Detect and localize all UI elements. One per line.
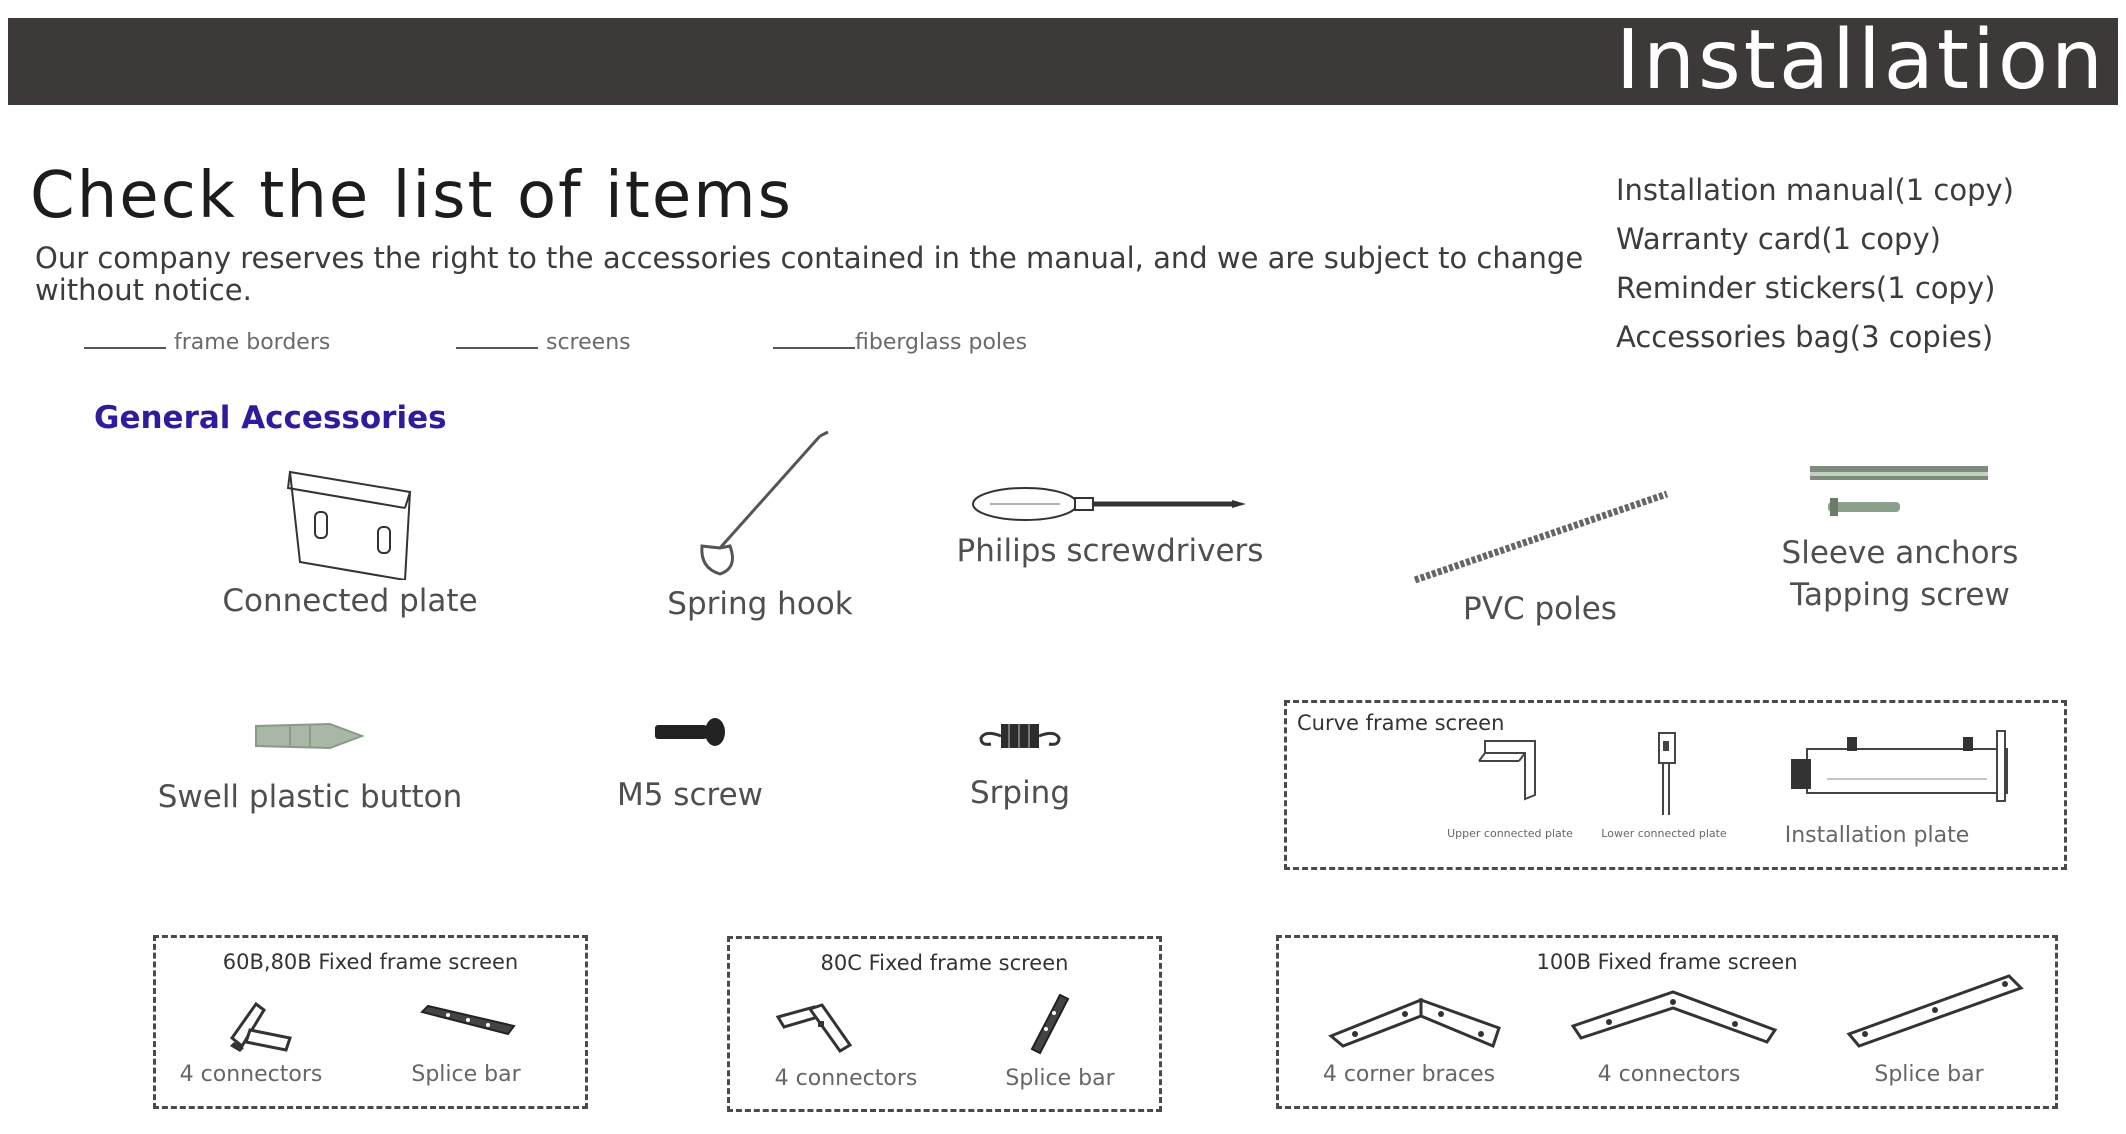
- item-philips-screwdrivers: [930, 478, 1290, 572]
- checklist-item: Installation manual(1 copy): [1616, 173, 2014, 207]
- anchor-screw-icon: [1800, 458, 2000, 528]
- notice-text: Our company reserves the right to the accessories contained in the manual, and we are subject to change without notice.: [35, 241, 1584, 307]
- item-spring-hook: [600, 428, 920, 625]
- upper-plate-icon: [1475, 735, 1555, 805]
- connectors-label: 4 connectors: [1597, 1062, 1741, 1087]
- item-label: Philips screwdrivers: [956, 533, 1264, 569]
- item-label: Sleeve anchors: [1781, 535, 2019, 571]
- connectors-label: 4 connectors: [179, 1062, 323, 1087]
- item-sleeve-anchors: [1740, 458, 2060, 616]
- item-connected-plate: [170, 462, 530, 622]
- item-label: Srping: [969, 775, 1071, 811]
- box-title: 100B Fixed frame screen: [1536, 950, 1798, 974]
- fixed-frame-80c-box: [727, 936, 1162, 1112]
- corner-braces-icon: [1325, 992, 1505, 1052]
- item-label: Connected plate: [222, 583, 478, 619]
- corner-braces-label: 4 corner braces: [1322, 1062, 1496, 1087]
- header-title: Installation: [1615, 13, 2106, 108]
- items-checklist: [1616, 166, 2014, 362]
- plastic-button-icon: [250, 716, 370, 756]
- curve-frame-box: [1284, 700, 2067, 870]
- item-label: PVC poles: [1463, 591, 1617, 627]
- upper-plate-label: Upper connected plate: [1447, 827, 1573, 840]
- count-frame-borders: frame borders: [84, 330, 330, 355]
- blank-line: [84, 347, 166, 349]
- connected-plate-icon: [260, 462, 440, 580]
- count-screens: screens: [456, 330, 631, 355]
- blank-line: [773, 347, 855, 349]
- checklist-item: Reminder stickers(1 copy): [1616, 271, 1996, 305]
- connectors-icon: [774, 999, 854, 1059]
- count-fiberglass-poles: fiberglass poles: [773, 330, 1027, 355]
- item-spring: [900, 716, 1140, 814]
- splice-bar-label: Splice bar: [411, 1062, 521, 1087]
- lower-plate-label: Lower connected plate: [1601, 827, 1727, 840]
- installation-plate-label: Installation plate: [1784, 823, 1970, 848]
- header-bar: [8, 13, 2118, 108]
- pvc-pole-icon: [1405, 488, 1675, 588]
- lower-plate-icon: [1647, 729, 1687, 819]
- box-title: Curve frame screen: [1297, 711, 1505, 735]
- section-title-general-accessories: General Accessories: [94, 400, 447, 436]
- fixed-frame-100b-box: [1276, 935, 2058, 1109]
- box-title: 80C Fixed frame screen: [820, 951, 1069, 975]
- item-label: M5 screw: [616, 777, 763, 813]
- installation-plate-icon: [1787, 729, 2017, 809]
- m5-screw-icon: [645, 712, 735, 752]
- spring-hook-icon: [660, 428, 860, 583]
- screwdriver-icon: [970, 478, 1250, 530]
- blank-line: [456, 347, 538, 349]
- connectors-label: 4 connectors: [774, 1066, 918, 1091]
- connectors-icon: [1569, 986, 1779, 1052]
- splice-bar-icon: [1024, 989, 1074, 1059]
- item-label: Swell plastic button: [157, 779, 463, 815]
- fixed-frame-60b-box: [153, 935, 588, 1109]
- item-label: Spring hook: [667, 586, 853, 622]
- item-label-2: Tapping screw: [1790, 577, 2010, 613]
- item-pvc-poles: [1390, 488, 1690, 630]
- item-swell-plastic-button: [130, 716, 490, 818]
- splice-bar-icon: [418, 1000, 518, 1040]
- splice-bar-label: Splice bar: [1005, 1066, 1115, 1091]
- item-m5-screw: [565, 712, 815, 816]
- box-title: 60B,80B Fixed frame screen: [222, 950, 519, 974]
- checklist-item: Warranty card(1 copy): [1616, 222, 1941, 256]
- page-title: Check the list of items: [30, 159, 793, 233]
- spring-icon: [975, 716, 1065, 756]
- splice-bar-label: Splice bar: [1874, 1062, 1984, 1087]
- connectors-icon: [226, 998, 296, 1054]
- checklist-item: Accessories bag(3 copies): [1616, 320, 1994, 354]
- splice-bar-icon: [1845, 970, 2025, 1050]
